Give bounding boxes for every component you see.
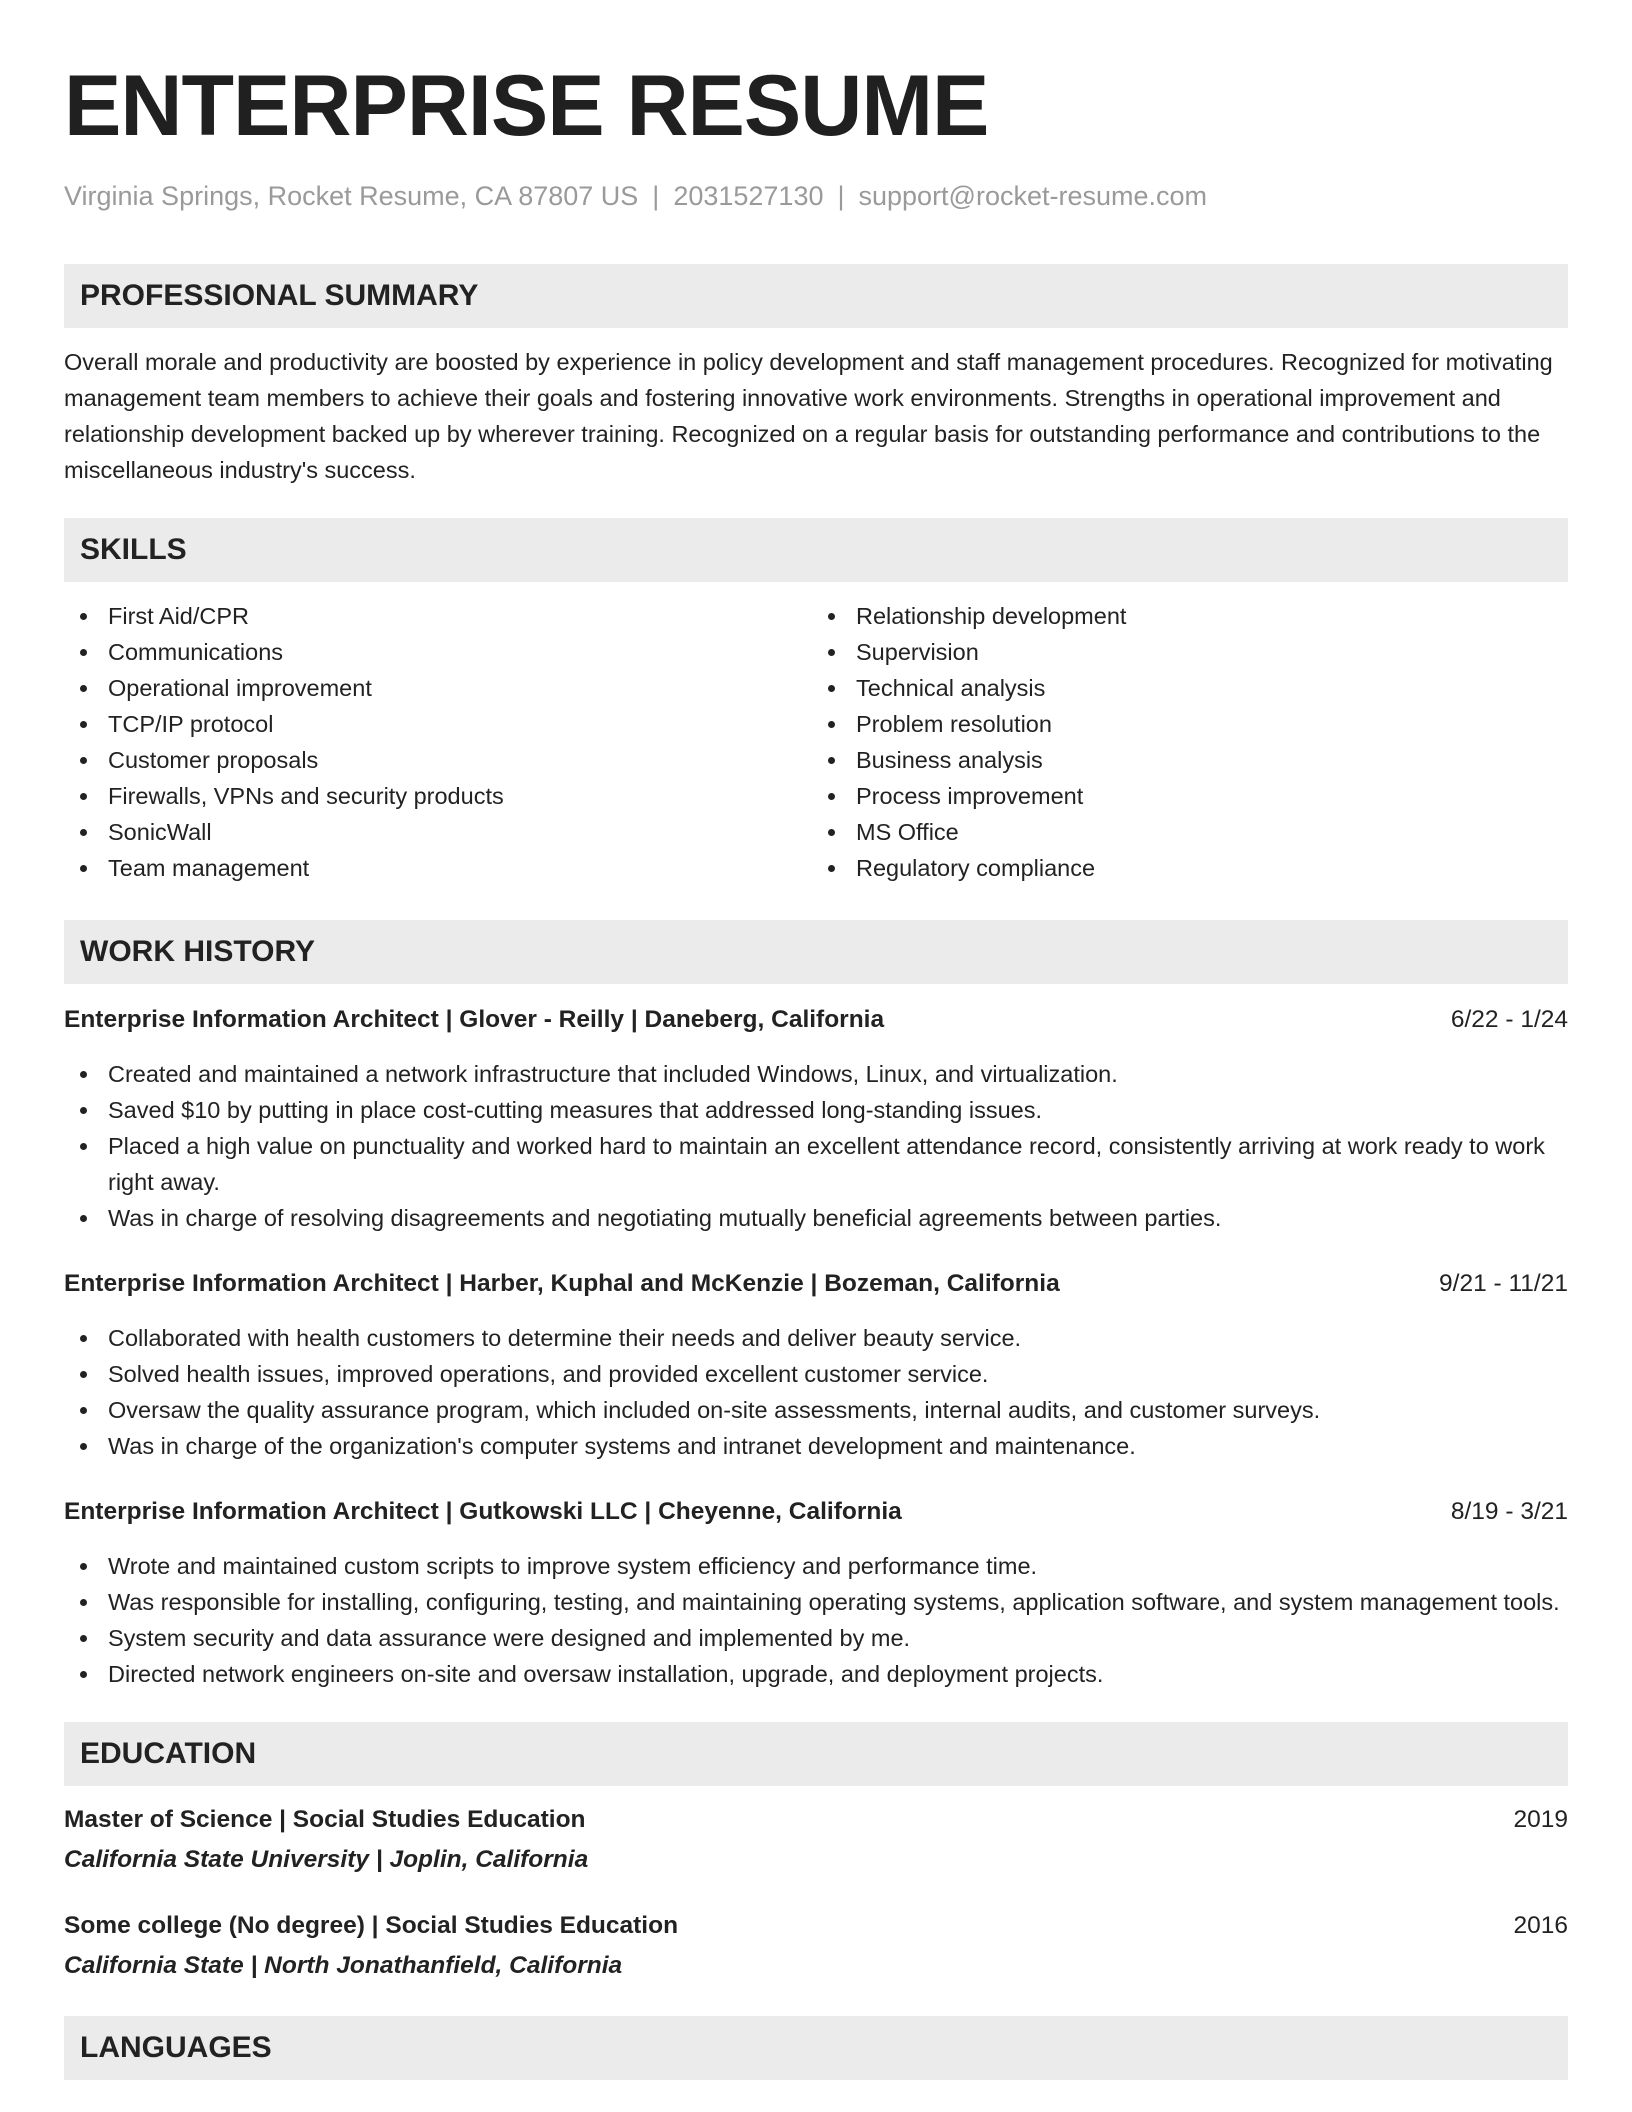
education-degree: Some college (No degree) | Social Studies Education	[64, 1912, 679, 1939]
job-dates: 9/21 - 11/21	[1439, 1270, 1568, 1297]
job-bullet: Was in charge of the organization's computer systems and intranet development and maintenance.	[64, 1428, 1568, 1464]
job-bullet: Collaborated with health customers to determine their needs and deliver beauty service.	[64, 1320, 1568, 1356]
job-bullets	[64, 1056, 1568, 1236]
job-header	[64, 1266, 1568, 1302]
job-dates: 8/19 - 3/21	[1450, 1498, 1568, 1525]
education-header	[64, 1802, 1568, 1838]
contact-phone: 2031527130	[673, 181, 824, 211]
job-bullet: Saved $10 by putting in place cost-cutting measures that addressed long-standing issues.	[64, 1092, 1568, 1128]
job-bullet: Was in charge of resolving disagreements and negotiating mutually beneficial agreements between parties.	[64, 1200, 1568, 1236]
education-degree: Master of Science | Social Studies Education	[64, 1806, 586, 1833]
skill-item: SonicWall	[64, 814, 816, 850]
skill-item: Process improvement	[828, 778, 1568, 814]
contact-line	[64, 178, 1568, 214]
job-title: Enterprise Information Architect | Harber, Kuphal and McKenzie | Bozeman, California	[64, 1270, 1060, 1297]
resume-name: ENTERPRISE RESUME	[64, 58, 989, 154]
job-dates: 6/22 - 1/24	[1450, 1006, 1568, 1033]
skill-item: Business analysis	[828, 742, 1568, 778]
job-bullet: Wrote and maintained custom scripts to improve system efficiency and performance time.	[64, 1548, 1568, 1584]
skill-item: Operational improvement	[64, 670, 816, 706]
job-entry	[64, 1494, 1568, 1692]
section-heading-education: EDUCATION	[64, 1722, 1568, 1786]
job-bullet: Directed network engineers on-site and oversaw installation, upgrade, and deployment projects.	[64, 1656, 1568, 1692]
skill-item: Technical analysis	[828, 670, 1568, 706]
skill-item: Communications	[64, 634, 816, 670]
job-title: Enterprise Information Architect | Glover - Reilly | Daneberg, California	[64, 1006, 885, 1033]
skills-column-left	[64, 598, 816, 886]
contact-separator: |	[837, 181, 845, 211]
job-bullet: System security and data assurance were designed and implemented by me.	[64, 1620, 1568, 1656]
job-bullet: Was responsible for installing, configuring, testing, and maintaining operating systems, application software, and system management tools.	[64, 1584, 1568, 1620]
job-bullets	[64, 1548, 1568, 1692]
skill-item: Team management	[64, 850, 816, 886]
section-heading-work-history: WORK HISTORY	[64, 920, 1568, 984]
skill-item: Firewalls, VPNs and security products	[64, 778, 816, 814]
section-heading-skills: SKILLS	[64, 518, 1568, 582]
education-year: 2016	[1513, 1912, 1568, 1939]
education-year: 2019	[1513, 1806, 1568, 1833]
education-school: California State University | Joplin, California	[64, 1846, 589, 1873]
education-header	[64, 1908, 1568, 1944]
job-entry	[64, 1266, 1568, 1464]
job-bullet: Solved health issues, improved operations, and provided excellent customer service.	[64, 1356, 1568, 1392]
skill-item: TCP/IP protocol	[64, 706, 816, 742]
education-entry	[64, 1908, 1568, 1984]
job-header	[64, 1002, 1568, 1038]
skills-list	[64, 598, 1568, 886]
skill-item: Problem resolution	[828, 706, 1568, 742]
section-heading-languages: LANGUAGES	[64, 2016, 1568, 2080]
skills-column-right	[816, 598, 1568, 886]
section-heading-summary: PROFESSIONAL SUMMARY	[64, 264, 1568, 328]
job-bullet: Oversaw the quality assurance program, which included on-site assessments, internal audits, and customer surveys.	[64, 1392, 1568, 1428]
summary-text: Overall morale and productivity are boosted by experience in policy development and staff management procedures. Recognized for motivating management team members to achieve their goals and fostering innovative work environments. Strengths in operational improvement and relationship development backed up by wherever training. Recognized on a regular basis for outstanding performance and contributions to the miscellaneous industry's success.	[64, 349, 1553, 483]
skill-item: Customer proposals	[64, 742, 816, 778]
education-school: California State | North Jonathanfield, California	[64, 1952, 623, 1979]
education-entry	[64, 1802, 1568, 1878]
contact-separator: |	[652, 181, 660, 211]
job-entry	[64, 1002, 1568, 1236]
skill-item: Regulatory compliance	[828, 850, 1568, 886]
job-bullet: Placed a high value on punctuality and worked hard to maintain an excellent attendance record, consistently arriving at work ready to work right away.	[64, 1128, 1568, 1200]
job-title: Enterprise Information Architect | Gutkowski LLC | Cheyenne, California	[64, 1498, 902, 1525]
skill-item: MS Office	[828, 814, 1568, 850]
skill-item: Supervision	[828, 634, 1568, 670]
job-bullet: Created and maintained a network infrastructure that included Windows, Linux, and virtualization.	[64, 1056, 1568, 1092]
job-bullets	[64, 1320, 1568, 1464]
skill-item: Relationship development	[828, 598, 1568, 634]
job-header	[64, 1494, 1568, 1530]
contact-address: Virginia Springs, Rocket Resume, CA 87807 US	[64, 181, 639, 211]
skill-item: First Aid/CPR	[64, 598, 816, 634]
contact-email: support@rocket-resume.com	[858, 181, 1208, 211]
